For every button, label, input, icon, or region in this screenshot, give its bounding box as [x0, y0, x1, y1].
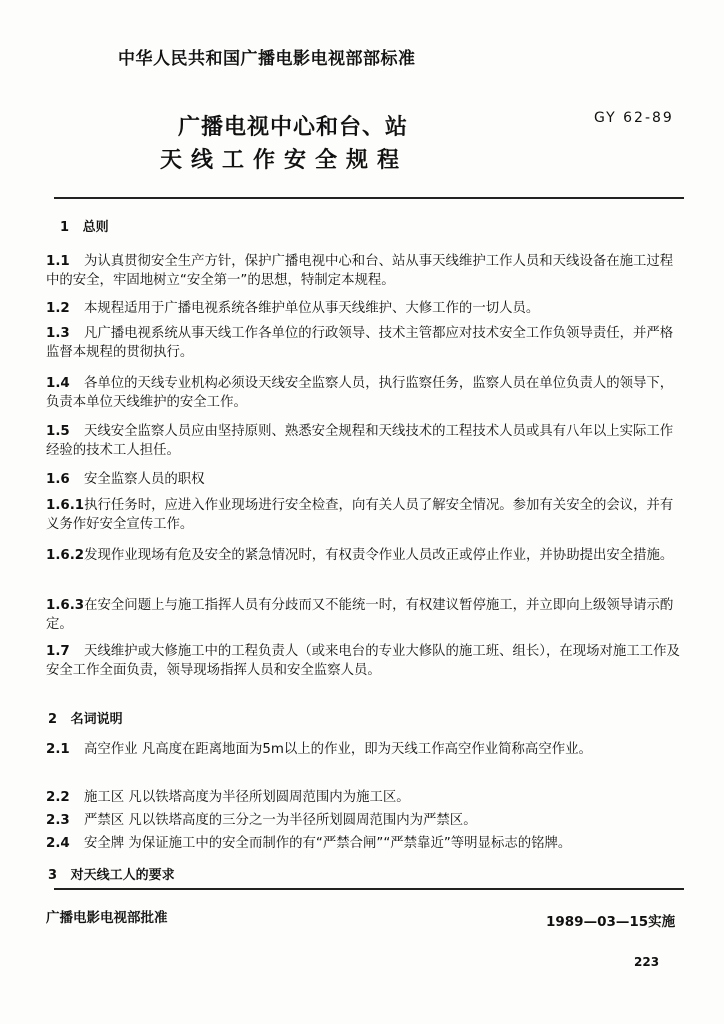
approver-label: 广播电影电视部批准	[46, 910, 168, 926]
document-title-line2: 天线工作安全规程	[160, 148, 409, 173]
clause-number: 1.2	[46, 301, 70, 316]
section-heading-1	[60, 216, 109, 235]
document-title-line1: 广播电视中心和台、站	[178, 115, 409, 140]
clause-1-5	[46, 422, 684, 460]
clause-1-6	[46, 470, 684, 489]
standard-header: 中华人民共和国广播电影电视部部标准	[118, 49, 416, 69]
clause-number: 1.6.1	[46, 498, 85, 513]
clause-number: 1.6.2	[46, 548, 85, 563]
clause-text: 发现作业现场有危及安全的紧急情况时，有权责令作业人员改正或停止作业，并协助提出安全措施。	[84, 548, 674, 563]
clause-text: 施工区 凡以铁塔高度为半径所划圆周范围内为施工区。	[84, 790, 410, 805]
section-title: 总则	[82, 220, 109, 235]
page-number: 223	[634, 955, 660, 969]
clause-1-1	[46, 252, 684, 290]
clause-2-2	[46, 788, 684, 807]
clause-text: 执行任务时，应进入作业现场进行安全检查，向有关人员了解安全情况。参加有关安全的会议，并有义务作好安全宣传工作。	[46, 498, 674, 532]
clause-number: 1.7	[46, 644, 70, 659]
section-title: 对天线工人的要求	[70, 868, 175, 883]
clause-1-6-1	[46, 496, 684, 534]
clause-number: 1.4	[46, 376, 70, 391]
clause-text: 天线安全监察人员应由坚持原则、熟悉安全规程和天线技术的工程技术人员或具有八年以上实际工作经验的技术工人担任。	[46, 424, 674, 458]
clause-text: 安全监察人员的职权	[84, 472, 205, 487]
clause-2-1	[46, 740, 684, 759]
clause-1-7	[46, 642, 684, 680]
clause-text: 各单位的天线专业机构必须设天线安全监察人员，执行监察任务，监察人员在单位负责人的领导下，负责本单位天线维护的安全工作。	[46, 376, 674, 410]
clause-text: 高空作业 凡高度在距离地面为5m以上的作业，即为天线工作高空作业简称高空作业。	[84, 742, 592, 757]
title-divider	[54, 197, 684, 199]
clause-number: 2.1	[46, 742, 70, 757]
clause-1-6-2	[46, 546, 684, 565]
clause-text: 天线维护或大修施工中的工程负责人（或来电台的专业大修队的施工班、组长），在现场对施工工作及安全工作全面负责，领导现场指挥人员和安全监察人员。	[46, 644, 680, 678]
clause-text: 安全牌 为保证施工中的安全而制作的有“严禁合闸”“严禁靠近”等明显标志的铭牌。	[84, 836, 572, 851]
clause-text: 本规程适用于广播电视系统各维护单位从事天线维护、大修工作的一切人员。	[84, 301, 540, 316]
clause-number: 1.6.3	[46, 598, 85, 613]
clause-number: 2.4	[46, 836, 70, 851]
clause-number: 1.1	[46, 254, 70, 269]
clause-text: 在安全问题上与施工指挥人员有分歧而又不能统一时，有权建议暂停施工，并立即向上级领导请示酌定。	[46, 598, 674, 632]
clause-1-4	[46, 374, 684, 412]
clause-number: 2.3	[46, 813, 70, 828]
clause-number: 1.3	[46, 326, 70, 341]
footer-divider	[54, 888, 684, 890]
section-number: 1	[60, 220, 70, 235]
clause-2-4	[46, 834, 684, 853]
clause-2-3	[46, 811, 684, 830]
section-heading-2	[48, 708, 123, 727]
clause-number: 1.5	[46, 424, 70, 439]
clause-1-2	[46, 299, 684, 318]
clause-1-6-3	[46, 596, 684, 634]
section-number: 3	[48, 868, 58, 883]
clause-text: 凡广播电视系统从事天线工作各单位的行政领导、技术主管都应对技术安全工作负领导责任，并严格监督本规程的贯彻执行。	[46, 326, 674, 360]
clause-text: 严禁区 凡以铁塔高度的三分之一为半径所划圆周范围内为严禁区。	[84, 813, 477, 828]
section-number: 2	[48, 712, 58, 727]
clause-number: 2.2	[46, 790, 70, 805]
clause-number: 1.6	[46, 472, 70, 487]
section-title: 名词说明	[70, 712, 123, 727]
standard-code: GY 62-89	[594, 110, 674, 126]
effective-date: 1989—03—15实施	[546, 914, 676, 930]
clause-1-3	[46, 324, 684, 362]
section-heading-3	[48, 864, 175, 883]
clause-text: 为认真贯彻安全生产方针，保护广播电视中心和台、站从事天线维护工作人员和天线设备在施工过程中的安全，牢固地树立“安全第一”的思想，特制定本规程。	[46, 254, 674, 288]
